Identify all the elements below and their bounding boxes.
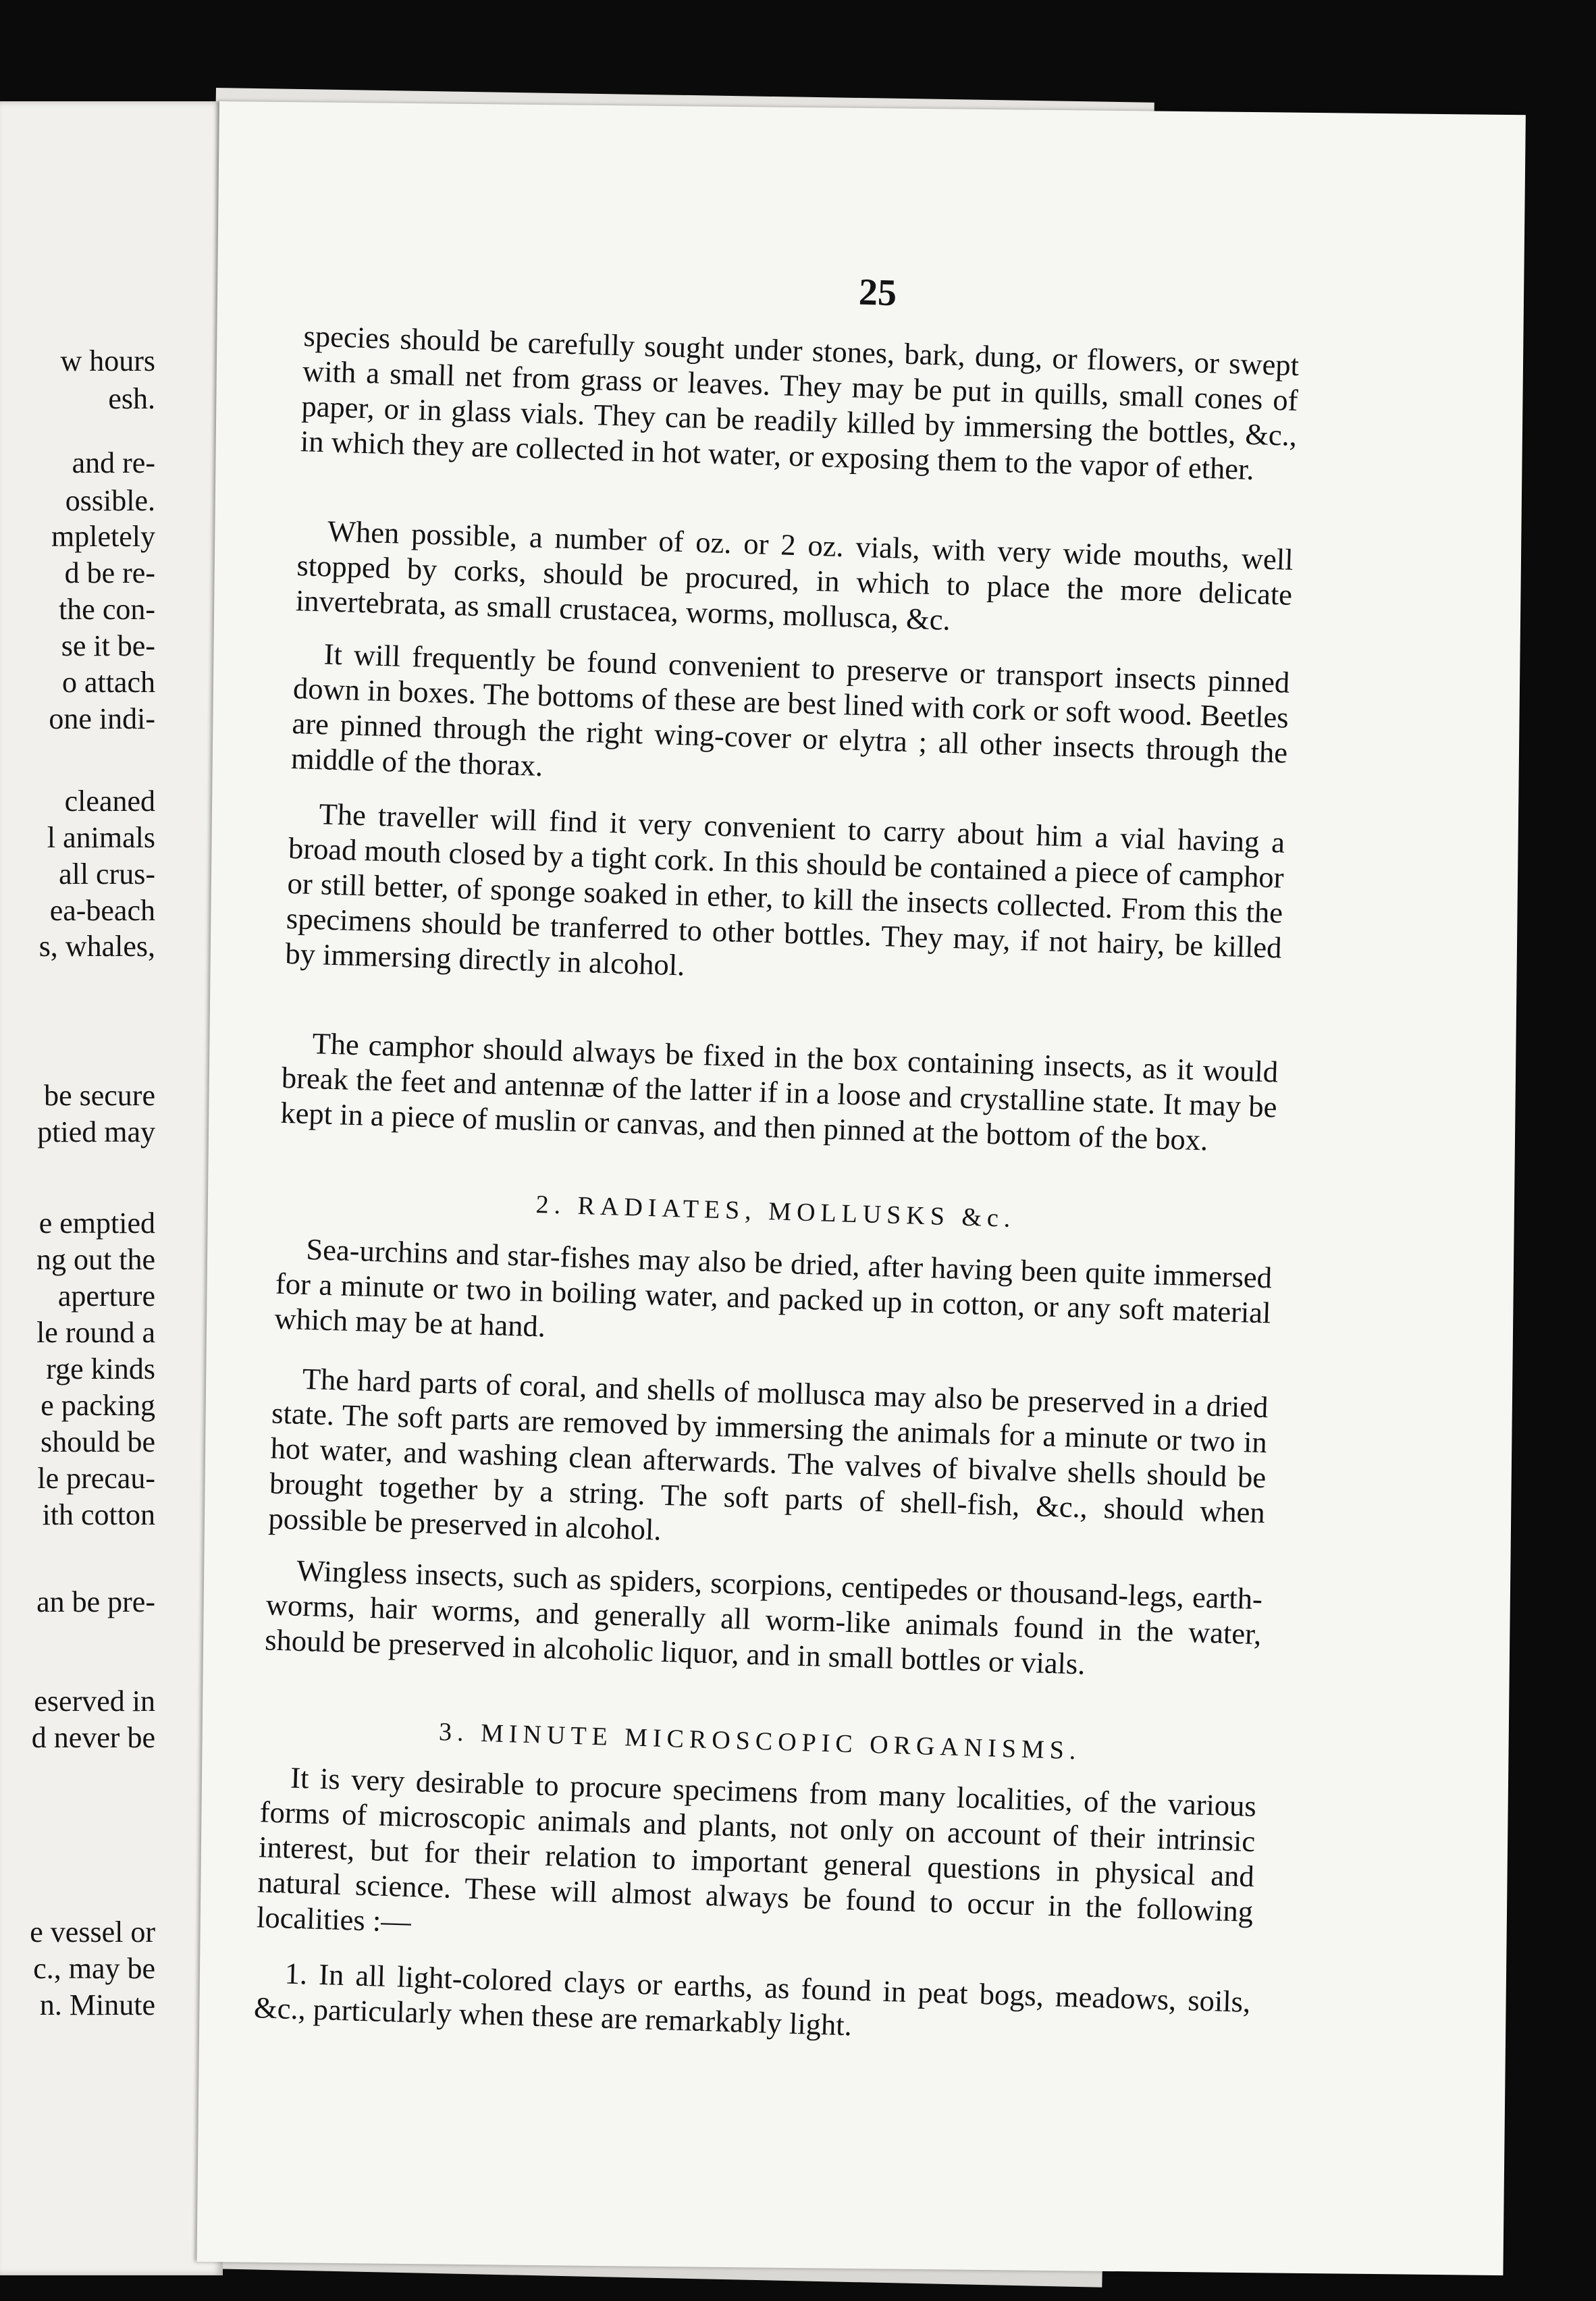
left-page-line: le round a	[36, 1316, 155, 1349]
left-page-line: e vessel or	[30, 1915, 155, 1949]
left-page-line: ea-beach	[49, 894, 155, 927]
paragraph-text: The hard parts of coral, and shells of mollusca may also be preserved in a dried state. The soft parts are removed by immersing the animals for a minute or two in hot water, and washing clean afterwards. The valves of bivalve shells should be brought together by a string. The soft parts of shell-fish, &c., should when possible be preserved in alcohol.	[268, 1361, 1269, 1547]
left-page-line: and re-	[72, 446, 155, 479]
left-page-line: be secure	[44, 1079, 155, 1112]
section-heading-radiates: 2. RADIATES, MOLLUSKS &c.	[535, 1190, 1016, 1234]
left-page-line: n. Minute	[39, 1988, 155, 2021]
left-page-line: esh.	[108, 382, 155, 415]
left-page-line: mpletely	[51, 520, 155, 553]
paragraph-microscopic-specimens	[256, 1759, 1256, 1964]
left-page-line: should be	[41, 1425, 155, 1458]
paragraph-text: The traveller will find it very convenient to carry about him a vial having a broad mouth closed by a tight cork. In this should be contained a piece of camphor or still better, of sponge soaked in ether, to kill the insects collected. From this the specimens should be tranferred to other bottles. They may, if not hairy, be killed by immersing directly in alcohol.	[284, 797, 1285, 982]
left-page-line: the con-	[59, 593, 155, 626]
paragraph-text: It will frequently be found convenient to preserve or transport insects pinned down in boxes. The bottoms of these are best lined with cork or soft wood. Beetles are pinned through the right wing-cover or elytra ; all other insects through the middle of the thorax.	[290, 637, 1290, 783]
left-page-line: eserved in	[34, 1685, 155, 1718]
left-page-line: d never be	[31, 1721, 155, 1754]
left-page-line: cleaned	[64, 785, 155, 818]
paragraph-pinned-insects	[290, 635, 1290, 805]
paragraph-text: 1. In all light-colored clays or earths, as found in peat bogs, meadows, soils, &c., particularly when these are remarkably light.	[253, 1956, 1251, 2042]
left-page-line: d be re-	[64, 556, 155, 589]
left-page-line: le precau-	[37, 1462, 155, 1495]
paragraph-sea-urchins	[274, 1231, 1273, 1366]
paragraph-text: When possible, a number of oz. or 2 oz. vials, with very wide mouths, well stopped by corks, should be procured, in which to place the more delicate invertebrata, as small crustacea, worms, mollusca, &c.	[295, 514, 1294, 637]
paragraph-coral-shells	[268, 1360, 1269, 1566]
right-page	[196, 101, 1525, 2275]
section-heading-microscopic: 3. MINUTE MICROSCOPIC ORGANISMS.	[438, 1718, 1082, 1766]
paragraph-text: Wingless insects, such as spiders, scorpions, centipedes or thousand-legs, earth-worms, hair worms, and generally all worm-like animals found in the water, should be preserved in alcoholic liquor, and in small bottles or vials.	[264, 1553, 1263, 1681]
paragraph-text: It is very desirable to procure specimens from many localities, of the various forms of microscopic animals and plants, not only on account of their intrinsic interest, but for their relation to important general questions in physical and natural science. These will almost always be found to occur in the following localities :—	[256, 1760, 1257, 1939]
left-page-line: s, whales,	[38, 930, 155, 963]
left-page-line: ith cotton	[42, 1498, 155, 1531]
left-page-line: aperture	[57, 1279, 155, 1313]
left-page-line: an be pre-	[36, 1585, 155, 1618]
left-page-line: rge kinds	[46, 1352, 155, 1385]
left-page-line: ng out the	[36, 1243, 155, 1276]
paragraph-text: Sea-urchins and star-fishes may also be dried, after having been quite immersed for a minute or two in boiling water, and packed up in cotton, or any soft material which may be at hand.	[273, 1232, 1273, 1344]
left-page-line: o attach	[61, 666, 155, 699]
left-page-line: ptied may	[37, 1115, 155, 1148]
left-page-line: e emptied	[38, 1207, 155, 1240]
left-page-line: se it be-	[61, 629, 155, 662]
paragraph-text: species should be carefully sought under stones, bark, dung, or flowers, or swept with a small net from grass or leaves. They may be put in quills, small cones of paper, or in glass vials. They can be readily killed by immersing the bottles, &c., in which they are collected in hot water, or exposing them to the vapor of ether.	[300, 319, 1300, 487]
paragraph-camphor	[280, 1025, 1279, 1160]
left-page-line: l animals	[47, 821, 155, 854]
paragraph-numbered-item-1	[253, 1955, 1250, 2055]
left-page-line: w hours	[60, 344, 155, 377]
paragraph-wingless-insects	[265, 1552, 1263, 1687]
left-page	[0, 101, 223, 2275]
paragraph-vials	[295, 512, 1294, 647]
paragraph-text: The camphor should always be fixed in the box containing insects, as it would break the feet and antennæ of the latter if in a loose and crystalline state. It may be kept in a piece of muslin or canvas, and then pinned at the bottom of the box.	[280, 1026, 1279, 1157]
paragraph-traveller-vial	[285, 795, 1285, 1001]
left-page-line: e packing	[41, 1389, 155, 1422]
left-page-line: c., may be	[33, 1952, 155, 1985]
page-number: 25	[858, 271, 897, 315]
left-page-line: one indi-	[49, 702, 155, 735]
paragraph-insect-collection	[300, 318, 1300, 488]
left-page-line: ossible.	[65, 484, 155, 517]
left-page-line: all crus-	[59, 857, 155, 891]
